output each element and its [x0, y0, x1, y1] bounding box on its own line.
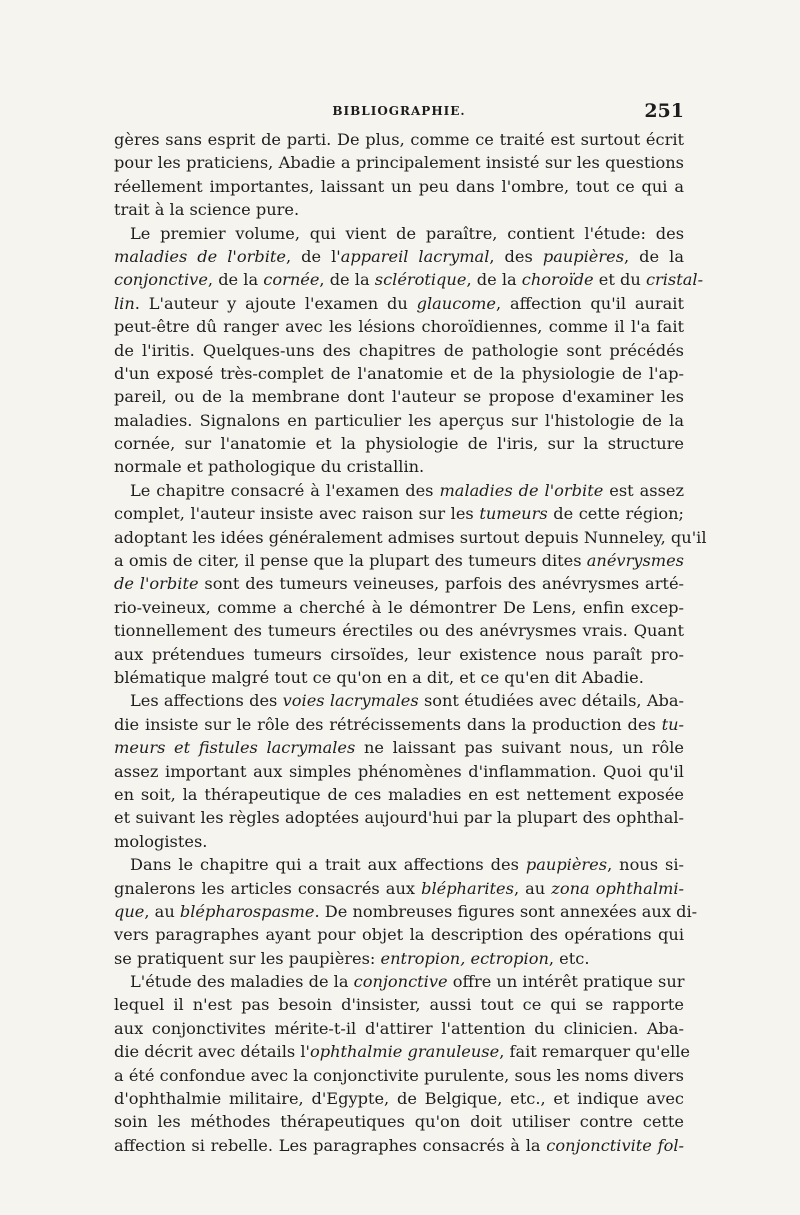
text-line: adoptant les idées généralement admises surtout depuis Nunneley, qu'il: [114, 527, 707, 547]
text-segment: , de l': [285, 246, 341, 266]
italic-term: tu-: [661, 714, 684, 734]
text-line: [114, 268, 704, 291]
text-line: [114, 689, 684, 712]
text-line: a été confondue avec la conjonctivite purulente, sous les noms divers: [114, 1065, 684, 1085]
text-segment: , de la: [466, 270, 522, 290]
text-line: tionnellement des tumeurs érectiles ou des anévrysmes vrais. Quant: [114, 621, 684, 641]
text-segment: de cette région;: [547, 504, 684, 524]
body-text: [114, 128, 707, 1157]
text-line: pareil, ou de la membrane dont l'auteur se propose d'examiner les: [114, 387, 684, 407]
text-line: [114, 479, 684, 502]
text-line: [114, 970, 684, 993]
text-segment: sont étudiées avec détails, Aba-: [418, 691, 684, 711]
italic-term: entropion, ectropion: [380, 948, 549, 968]
italic-term: maladies de l'orbite: [439, 480, 604, 500]
text-segment: , de la: [624, 246, 684, 266]
text-line: soin les méthodes thérapeutiques qu'on doit utiliser contre cette: [114, 1112, 684, 1132]
italic-term: blépharites: [421, 878, 514, 898]
italic-term: sclérotique: [374, 270, 467, 290]
text-line: [114, 947, 684, 970]
text-line: blématique malgré tout ce qu'on en a dit, et ce qu'en dit Abadie.: [114, 667, 644, 687]
text-line: [114, 292, 684, 315]
text-line: et suivant les règles adoptées aujourd'hui par la plupart des ophthal-: [114, 808, 684, 828]
italic-term: glaucome: [416, 293, 496, 313]
italic-term: maladies de l'orbite: [114, 246, 286, 266]
italic-term: paupières: [542, 246, 625, 266]
text-segment: offre un intérêt pratique sur: [447, 972, 685, 992]
text-line: en soit, la thérapeutique de ces maladies en est nettement exposée: [114, 784, 684, 804]
text-segment: . L'auteur y ajoute l'examen du: [134, 293, 417, 313]
text-line: [114, 1134, 684, 1157]
text-line: Le premier volume, qui vient de paraître, contient l'étude: des: [130, 223, 684, 243]
text-line: réellement importantes, laissant un peu dans l'ombre, tout ce qui a: [114, 176, 684, 196]
text-line: assez important aux simples phénomènes d'inflammation. Quoi qu'il: [114, 761, 684, 781]
italic-term: cornée: [263, 270, 320, 290]
text-line: cornée, sur l'anatomie et la physiologie de l'iris, sur la structure: [114, 434, 684, 454]
italic-term: blépharospasme: [179, 901, 315, 921]
text-line: vers paragraphes ayant pour objet la description des opérations qui: [114, 925, 684, 945]
italic-term: ophthalmie granuleuse: [309, 1042, 500, 1062]
text-line: trait à la science pure.: [114, 200, 300, 220]
text-segment: , affection qu'il aurait: [495, 293, 684, 313]
italic-term: choroïde: [521, 270, 594, 290]
italic-term: cristal-: [645, 270, 704, 290]
italic-term: conjonctive: [114, 270, 208, 290]
italic-term: anévrysmes: [586, 551, 684, 571]
text-line: [114, 713, 684, 736]
text-segment: ne laissant pas suivant nous, un rôle: [355, 738, 684, 758]
italic-term: appareil lacrymal: [340, 246, 490, 266]
text-line: [114, 853, 684, 876]
text-line: d'un exposé très-complet de l'anatomie et de la physiologie de l'ap-: [114, 363, 684, 383]
text-segment: et du: [593, 270, 646, 290]
text-line: [114, 572, 684, 595]
text-line: [114, 549, 684, 572]
text-line: de l'iritis. Quelques-uns des chapitres de pathologie sont précédés: [114, 340, 684, 360]
text-line: [114, 245, 684, 268]
text-line: [114, 877, 684, 900]
running-head-title: BIBLIOGRAPHIE.: [332, 104, 466, 118]
italic-term: de l'orbite: [114, 574, 199, 594]
text-segment: Les affections des: [130, 691, 283, 711]
italic-term: tumeurs: [479, 504, 548, 524]
text-segment: , fait remarquer qu'elle: [499, 1042, 691, 1062]
text-line: mologistes.: [114, 831, 208, 851]
text-segment: affection si rebelle. Les paragraphes consacrés à la: [114, 1135, 547, 1155]
italic-term: que: [114, 901, 145, 921]
text-segment: die insiste sur le rôle des rétrécissements dans la production des: [114, 714, 662, 734]
italic-term: zona ophthalmi-: [551, 878, 684, 898]
text-segment: , de la: [319, 270, 375, 290]
text-line: maladies. Signalons en particulier les aperçus sur l'histologie de la: [114, 410, 684, 430]
text-line: peut-être dû ranger avec les lésions choroïdiennes, comme il l'a fait: [114, 317, 684, 337]
text-segment: , des: [489, 246, 543, 266]
text-segment: die décrit avec détails l': [114, 1042, 310, 1062]
text-line: normale et pathologique du cristallin.: [114, 457, 425, 477]
italic-term: paupières: [525, 855, 608, 875]
text-segment: , etc.: [548, 948, 590, 968]
text-segment: Dans le chapitre qui a trait aux affections des: [130, 855, 526, 875]
text-line: pour les praticiens, Abadie a principalement insisté sur les questions: [114, 153, 684, 173]
text-segment: , nous si-: [607, 855, 684, 875]
text-segment: , au: [513, 878, 552, 898]
text-segment: complet, l'auteur insiste avec raison sur les: [114, 504, 480, 524]
text-line: aux prétendues tumeurs cirsoïdes, leur existence nous paraît pro-: [114, 644, 684, 664]
text-line: aux conjonctivites mérite-t-il d'attirer l'attention du clinicien. Aba-: [114, 1018, 684, 1038]
italic-term: conjonctive: [353, 972, 448, 992]
text-line: [114, 900, 698, 923]
text-line: gères sans esprit de parti. De plus, comme ce traité est surtout écrit: [114, 130, 684, 149]
text-line: [114, 502, 684, 525]
text-segment: gnalerons les articles consacrés aux: [114, 878, 422, 898]
text-segment: Le chapitre consacré à l'examen des: [130, 480, 440, 500]
running-head: [114, 100, 684, 124]
text-segment: , au: [144, 901, 180, 921]
text-segment: a omis de citer, il pense que la plupart des tumeurs dites: [114, 551, 587, 571]
text-line: [114, 1040, 691, 1063]
text-line: lequel il n'est pas besoin d'insister, aussi tout ce qui se rapporte: [114, 995, 684, 1015]
italic-term: lin: [114, 293, 135, 313]
italic-term: conjonctivite fol-: [546, 1135, 684, 1155]
text-segment: , de la: [207, 270, 264, 290]
text-segment: se pratiquent sur les paupières:: [114, 948, 381, 968]
text-line: d'ophthalmie militaire, d'Egypte, de Belgique, etc., et indique avec: [114, 1089, 684, 1109]
text-segment: . De nombreuses figures sont annexées aux di-: [314, 901, 698, 921]
text-segment: est assez: [603, 480, 684, 500]
text-line: [114, 736, 684, 759]
italic-term: meurs et fistules lacrymales: [114, 738, 356, 758]
text-segment: L'étude des maladies de la: [130, 972, 354, 992]
page-number: 251: [644, 100, 684, 122]
text-segment: sont des tumeurs veineuses, parfois des anévrysmes arté-: [198, 574, 684, 594]
italic-term: voies lacrymales: [282, 691, 419, 711]
text-line: rio-veineux, comme a cherché à le démontrer De Lens, enfin excep-: [114, 597, 684, 617]
